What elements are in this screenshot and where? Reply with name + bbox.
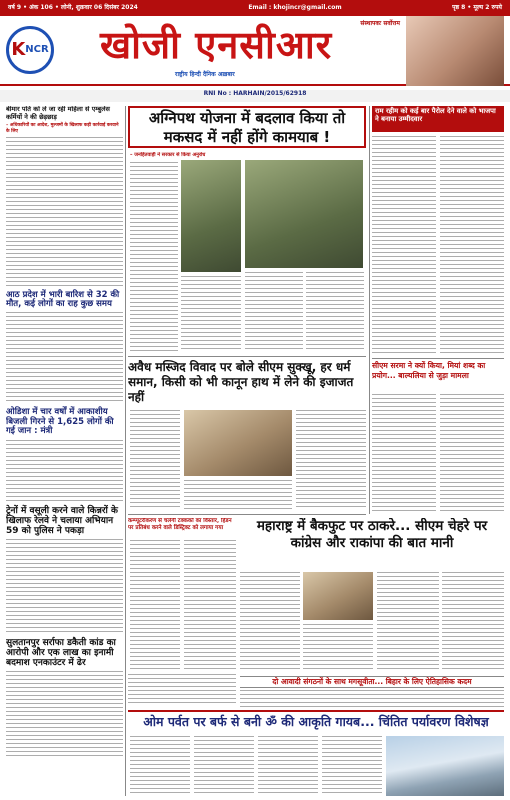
email-info[interactable]: Email : khojincr@gmail.com [248,4,342,12]
mosque-headline[interactable]: अवैध मस्जिद विवाद पर बोले सीएम सुक्खू, हर धर्म समान, किसी को भी कानून हाथ में लेने की इजाजत नहीं [128,360,354,404]
article-text-block [184,480,292,510]
left-headline-1[interactable]: बीमार पति को ले जा रही महिला से एम्बुलेंस कर्मियों ने की छेड़छाड़ [6,106,110,121]
labour-headline[interactable]: दो आवादी संगठनों के साथ मगसूवीता... बिहार के लिए ऐतिहासिक कदम [272,677,472,686]
article-text-block [240,572,300,672]
article-text-block [181,276,241,352]
article-text-block [245,272,303,352]
section-divider [128,356,366,357]
right-headline-2-box [372,361,504,391]
article-text-block [322,736,382,796]
section-divider [372,358,504,359]
om-headline-box [128,714,504,732]
lead-headline[interactable]: अग्निपथ योजना में बदलाव किया तो मकसद में नहीं होंगे कामयाब ! [148,109,346,146]
right-headline-2[interactable]: सीएम सरमा ने क्यों किया, मियां शब्द का प्रयोग... बाल्यलिया से जुड़ा मामला [372,361,486,380]
right-headline-1-box [372,106,504,132]
lead-subhead-text: – जनहितवाही ने सरकार से किया अनुरोध [130,152,206,158]
column-divider [369,106,370,514]
article-text-block [442,572,504,672]
right-headline-1[interactable]: राम रहीम को कई बार पैरोल देने वाले को भाजपा ने बनाया उम्मीदवार [375,107,496,123]
article-text-block [377,572,439,672]
issue-info: वर्ष 9 • अंक 106 • लोनी, शुक्रवार 06 दिसंबर 2024 [8,4,138,12]
edu-headline[interactable]: कम्प्यूटरीकरण से चलेगी टक्ककों का विस्तार, हिंडन पर प्रतिबंध करने वाले डिस्ट्रिक्ट को लगाया गया [128,518,232,531]
article-text-block [306,272,364,352]
article-text-block [303,624,373,672]
om-headline[interactable]: ओम पर्वत पर बर्फ से बनी ॐ की आकृति गायब... चिंतित पर्यावरण विशेषज्ञ [143,714,489,729]
article-text-block [440,136,504,356]
left-headline-5[interactable]: सुलतानपुर सर्राफा डकैती कांड का आरोपी और एक लाख का इनामी बदमाश एनकाउंटर में ढेर [6,637,116,668]
ncr-logo: K NCR [6,26,54,74]
maha-headline-box [240,518,504,568]
article-text-block [6,137,123,287]
section-divider [128,514,366,515]
tagline: राष्ट्रीय हिन्दी दैनिक अख़बार [175,71,235,78]
article-text-block [130,162,178,352]
left-headline-4[interactable]: ट्रेनों में वसूली करने वाले किन्नरों के खिलाफ रेलवे ने चलाया अभियान 59 को पुलिस ने पकड़ा [6,505,118,536]
article-text-block [440,394,504,512]
article-text-block [130,540,180,670]
labour-headline-box [240,676,504,688]
army-photo [181,160,241,272]
mosque-headline-box [128,360,366,406]
article-text-block [296,410,366,510]
article-text-block [258,736,318,796]
lead-headline-box [128,106,366,148]
article-text-block [130,410,180,510]
maha-leaders-photo [303,572,373,620]
article-text-block [372,136,436,356]
page-price: पृष्ठ 8 • मूल्य 2 रुपये [452,4,502,12]
edu-headline-box [128,518,236,538]
left-subhead-1: – अधिकारियों का आदेश, मुल्जमों के खिलाफ कड़ी कार्रवाई करवाने के लिए [6,123,119,134]
article-text-block [130,736,190,796]
newspaper-title: खोजी एनसीआर [100,23,333,67]
article-text-block [6,539,123,634]
om-parvat-photo [386,736,504,796]
article-text-block [372,394,436,512]
masthead [0,16,510,86]
left-headline-2[interactable]: आठ प्रदेश में भारी बारिश से 32 की मौत, कई लोगों का राह कुछ समय [6,290,120,310]
soldiers-photo [245,160,363,268]
top-info-bar [0,0,510,16]
article-text-block [194,736,254,796]
masthead-portrait-image [406,16,504,86]
founder-label: संस्थापकः सर्वोत्तम [360,20,400,27]
article-text-block [6,440,123,502]
section-rule [128,710,504,712]
article-text-block [6,312,123,404]
left-headline-3[interactable]: ओडिशा में चार वर्षों में आकाशीय बिजली गिरने से 1,625 लोगों की गई जान : मंत्री [6,407,114,437]
article-text-block [6,671,123,757]
maha-headline[interactable]: महाराष्ट्र में बैकफुट पर ठाकरे... सीएम चेहरे पर कांग्रेस और राकांपा की बात मानी [256,518,488,551]
article-text-block [240,690,504,708]
column-divider [125,106,126,796]
article-text-block [128,674,236,704]
rni-number: RNI No : HARHAIN/2015/62918 [0,90,510,102]
left-column [6,106,123,796]
cm-sukhu-photo [184,410,292,476]
article-text-block [184,540,236,670]
